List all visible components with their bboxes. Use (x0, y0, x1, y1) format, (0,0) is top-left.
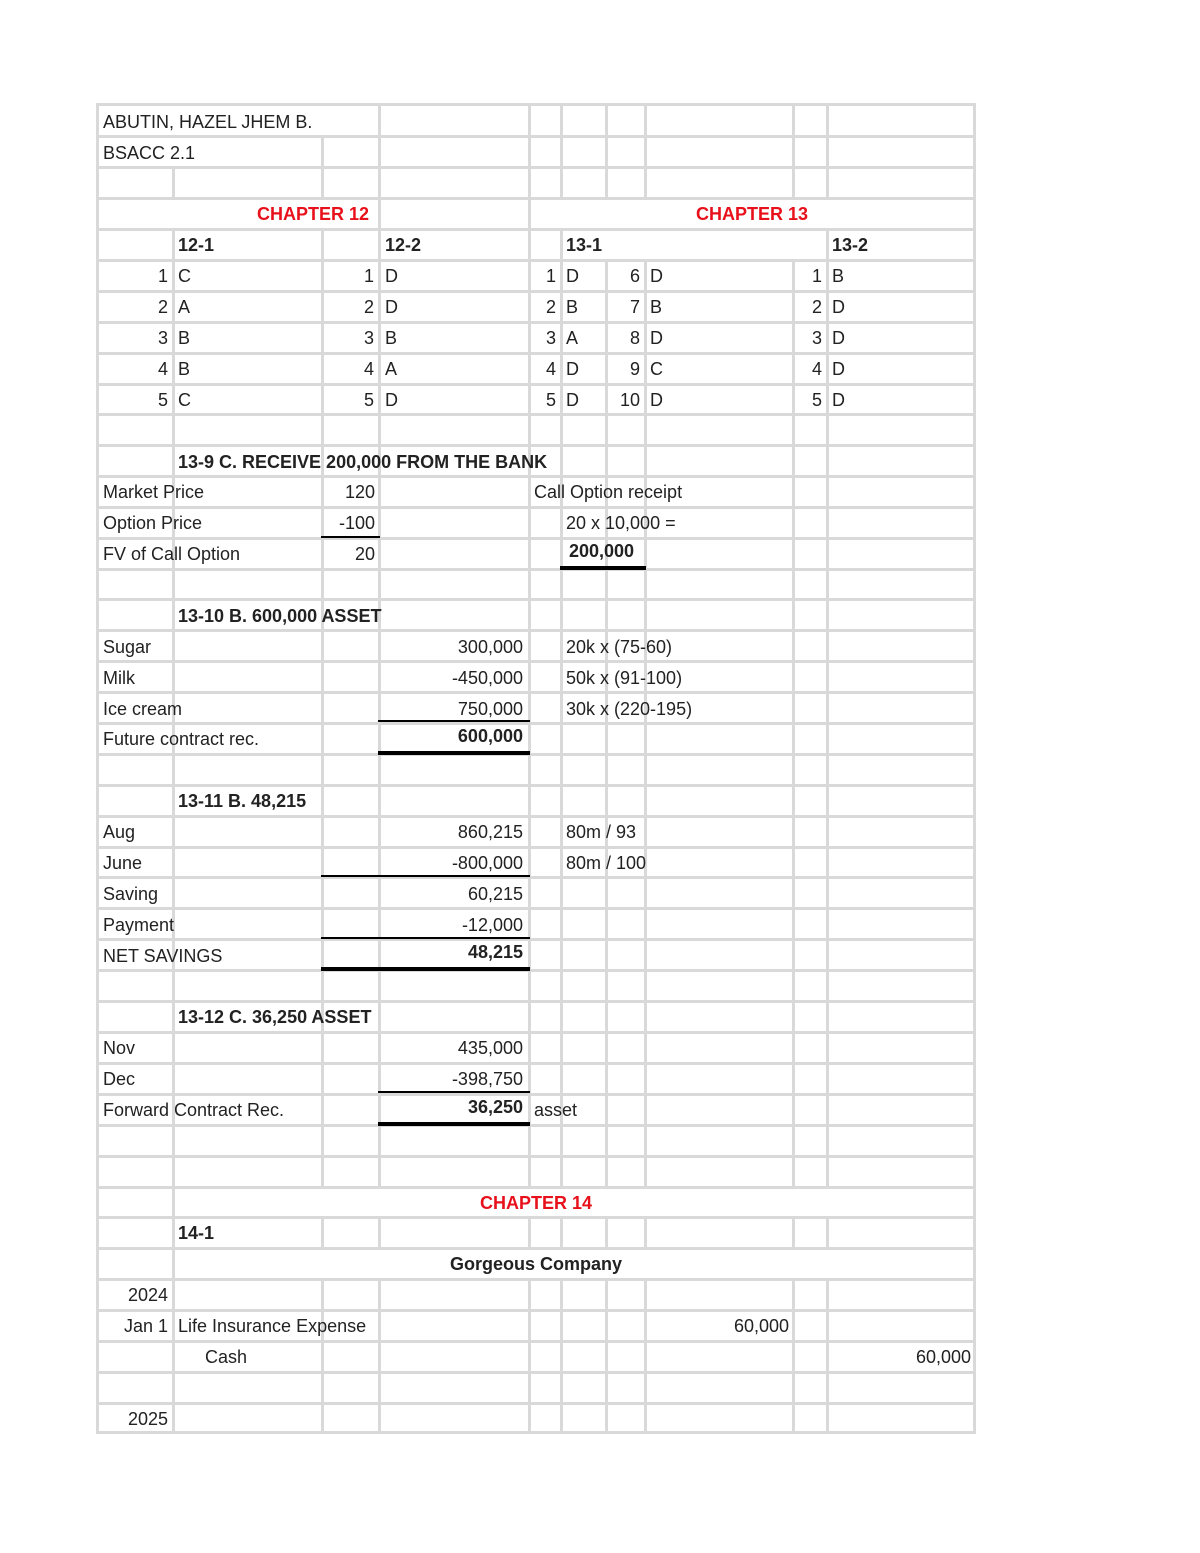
subtotal-underline (378, 720, 530, 722)
answer-number: 2 (545, 297, 556, 317)
answer-number: 2 (811, 297, 822, 317)
answer-number: 10 (619, 390, 640, 410)
computation-total: 48,215 (467, 942, 523, 962)
company-name: Gorgeous Company (449, 1254, 623, 1274)
answer-number: 5 (545, 390, 556, 410)
computation-label: NET SAVINGS (103, 946, 223, 966)
answer-letter: D (385, 390, 398, 410)
answer-letter: A (385, 359, 398, 379)
computation-label: Nov (103, 1038, 136, 1058)
answer-number: 4 (545, 359, 556, 379)
computation-label: Dec (103, 1069, 136, 1089)
computation-value: 120 (344, 482, 375, 502)
computation-value: -800,000 (451, 853, 523, 873)
computation-total: 600,000 (457, 726, 523, 746)
journal-year: 2025 (127, 1409, 168, 1429)
answer-letter: D (650, 266, 663, 286)
computation-value: 860,215 (457, 822, 523, 842)
student-section: BSACC 2.1 (103, 143, 196, 163)
answer-letter: B (832, 266, 845, 286)
answer-number: 1 (545, 266, 556, 286)
answer-letter: B (178, 359, 191, 379)
answer-letter: D (566, 359, 579, 379)
computation-total: 36,250 (467, 1097, 523, 1117)
answer-letter: D (566, 390, 579, 410)
call-option-receipt-label: Call Option receipt (534, 482, 683, 502)
answer-number: 6 (629, 266, 640, 286)
total-double-underline (321, 967, 530, 971)
computation-value: -12,000 (461, 915, 523, 935)
problem-13-9-title: 13-9 C. RECEIVE 200,000 FROM THE BANK (178, 452, 548, 472)
problem-14-1-label: 14-1 (178, 1223, 215, 1243)
computation-value: -450,000 (451, 668, 523, 688)
answer-letter: C (178, 266, 191, 286)
asset-note: asset (534, 1100, 578, 1120)
answer-letter: B (385, 328, 398, 348)
debit-account: Life Insurance Expense (178, 1316, 367, 1336)
set-label-12-1: 12-1 (178, 235, 215, 255)
call-option-formula: 20 x 10,000 = (566, 513, 676, 533)
journal-year: 2024 (127, 1285, 168, 1305)
answer-letter: C (650, 359, 663, 379)
journal-date: Jan 1 (123, 1316, 168, 1336)
computation-label: Aug (103, 822, 136, 842)
answer-number: 5 (811, 390, 822, 410)
computation-note: 80m / 93 (566, 822, 637, 842)
computation-value: 60,215 (467, 884, 523, 904)
answer-number: 8 (629, 328, 640, 348)
answer-number: 1 (811, 266, 822, 286)
answer-letter: D (832, 297, 845, 317)
answer-letter: A (178, 297, 191, 317)
answer-letter: D (832, 328, 845, 348)
student-name: ABUTIN, HAZEL JHEM B. (103, 112, 313, 132)
chapter-13-title: CHAPTER 13 (695, 204, 809, 224)
set-label-13-2: 13-2 (832, 235, 869, 255)
total-double-underline (378, 1122, 530, 1126)
computation-label: Ice cream (103, 699, 183, 719)
answer-number: 3 (363, 328, 374, 348)
problem-13-12-title: 13-12 C. 36,250 ASSET (178, 1007, 372, 1027)
answer-number: 4 (363, 359, 374, 379)
answer-number: 3 (545, 328, 556, 348)
computation-label: FV of Call Option (103, 544, 241, 564)
answer-letter: D (650, 390, 663, 410)
answer-letter: D (832, 390, 845, 410)
computation-label: Milk (103, 668, 135, 688)
answer-letter: B (566, 297, 579, 317)
answer-number: 7 (629, 297, 640, 317)
answer-number: 5 (363, 390, 374, 410)
answer-letter: C (178, 390, 191, 410)
computation-value: 750,000 (457, 699, 523, 719)
answer-letter: D (650, 328, 663, 348)
computation-value: -100 (338, 513, 375, 533)
answer-letter: D (832, 359, 845, 379)
answer-number: 5 (157, 390, 168, 410)
answer-letter: B (650, 297, 663, 317)
computation-label: June (103, 853, 143, 873)
answer-letter: B (178, 328, 191, 348)
total-double-underline (560, 566, 646, 570)
computation-note: 50k x (91-100) (566, 668, 683, 688)
answer-letter: A (566, 328, 579, 348)
answer-number: 1 (157, 266, 168, 286)
problem-13-10-title: 13-10 B. 600,000 ASSET (178, 606, 382, 626)
computation-label: Forward Contract Rec. (103, 1100, 285, 1120)
answer-letter: D (385, 297, 398, 317)
answer-letter: D (385, 266, 398, 286)
computation-label: Payment (103, 915, 175, 935)
answer-letter: D (566, 266, 579, 286)
computation-note: 30k x (220-195) (566, 699, 693, 719)
chapter-14-title: CHAPTER 14 (479, 1193, 593, 1213)
computation-label: Market Price (103, 482, 205, 502)
answer-number: 4 (811, 359, 822, 379)
subtotal-underline (321, 875, 530, 877)
computation-note: 20k x (75-60) (566, 637, 673, 657)
computation-value: 435,000 (457, 1038, 523, 1058)
answer-number: 3 (157, 328, 168, 348)
debit-amount: 60,000 (733, 1316, 789, 1336)
subtotal-underline (321, 536, 380, 538)
call-option-total: 200,000 (569, 541, 635, 561)
set-label-12-2: 12-2 (385, 235, 422, 255)
answer-number: 2 (157, 297, 168, 317)
credit-account: Cash (205, 1347, 248, 1367)
credit-amount: 60,000 (915, 1347, 971, 1367)
computation-label: Option Price (103, 513, 203, 533)
computation-value: 300,000 (457, 637, 523, 657)
chapter-12-title: CHAPTER 12 (256, 204, 370, 224)
computation-label: Future contract rec. (103, 729, 260, 749)
total-double-underline (378, 751, 530, 755)
problem-13-11-title: 13-11 B. 48,215 (178, 791, 307, 811)
answer-number: 9 (629, 359, 640, 379)
computation-label: Sugar (103, 637, 152, 657)
answer-number: 3 (811, 328, 822, 348)
set-label-13-1: 13-1 (566, 235, 603, 255)
answer-number: 1 (363, 266, 374, 286)
computation-value: 20 (354, 544, 375, 564)
computation-value: -398,750 (451, 1069, 523, 1089)
computation-label: Saving (103, 884, 159, 904)
computation-note: 80m / 100 (566, 853, 647, 873)
answer-number: 4 (157, 359, 168, 379)
answer-number: 2 (363, 297, 374, 317)
